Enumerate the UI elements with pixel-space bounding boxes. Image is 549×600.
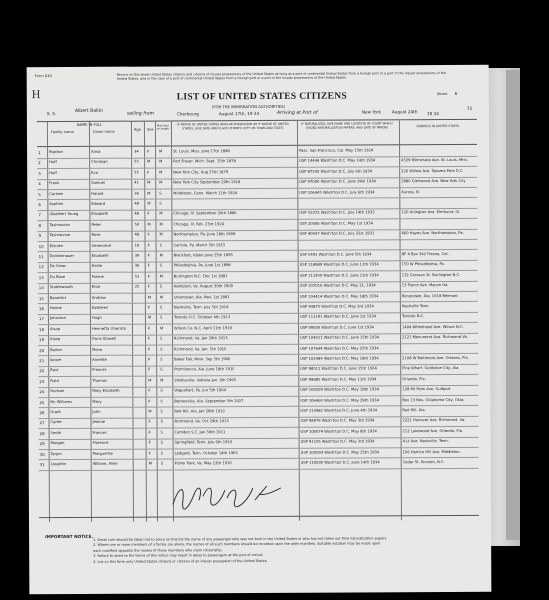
cell-birth: Fort Fraser, Mich. Sept. 15th 1878 (173, 159, 236, 164)
cell-given: Florence (92, 440, 109, 446)
cell-given: Eva (91, 170, 98, 175)
cell-sex: M (147, 191, 151, 196)
passenger-list (27, 146, 491, 478)
notice-line: 4. List on this form only United States citizens or citizens of an insular possession of the United States. (93, 558, 268, 564)
cell-addr: 13 Pierce Ave. Macon Ga. (401, 283, 449, 288)
cell-sex: F (148, 388, 151, 393)
cell-n: 1 (38, 150, 41, 156)
cell-nat: USP 104011 Wash'ton D.C. June 15th 1934 (300, 335, 380, 340)
cell-addr: Aurora, Ill. (401, 189, 421, 194)
cell-ms: S (159, 201, 162, 206)
cell-ms: M (159, 211, 163, 216)
cell-age: 48 (134, 212, 140, 217)
cell-age: 52 (134, 274, 140, 279)
cell-given: Harold (91, 191, 104, 196)
cell-given: Rose (91, 233, 101, 238)
cell-n: 3 (38, 170, 41, 176)
cell-birth: Baker Fall, Minn. Sep 5th 1906 (174, 357, 231, 362)
cell-age: 55 (134, 160, 139, 165)
cell-n: 7 (38, 212, 41, 218)
cell-birth: Red Hill, Ala. Jan 28th 1910 (174, 409, 225, 414)
cell-given: Christian (91, 160, 108, 165)
cell-birth: Chicago, Ill. Feb. 23rd 1924 (173, 221, 225, 227)
cell-addr: 1404 Whitehead Ave. Wilson N.C. (401, 324, 464, 330)
cell-n: 6 (38, 202, 41, 208)
sailing-from-label: sailing from (126, 111, 155, 117)
cell-sex: F (147, 326, 151, 331)
page-subtitle: (FOR THE IMMIGRATION AUTHORITIES) (211, 103, 286, 110)
cell-addr: 132 Grosson St. Burlington N.C. (401, 272, 461, 278)
cell-birth: Hampton, Va. August 30th 1909 (173, 284, 234, 289)
cell-nat: USP 111450 Wash'ton D.C. June 11th 1934 (299, 273, 379, 278)
cell-family: Barker (50, 347, 63, 352)
cell-addr: Red Hill, Ala. (402, 408, 426, 413)
cell-addr: Pine Wharf, Goldshoe City, Ala. (402, 366, 460, 371)
col-age: Age (133, 127, 141, 132)
cell-nat: USP 5491 Wash'ton D.C. June 5th 1934 (299, 252, 372, 257)
cell-ms: S (160, 440, 163, 445)
cell-family: Loughlin (50, 462, 67, 467)
row-rule (39, 468, 479, 471)
cell-nat: USP 91105 Wash'ton D.C. May 3rd 1934 (300, 439, 375, 444)
cell-family: Mc Williams (50, 399, 73, 404)
cell-sex: F (148, 399, 151, 404)
col-naturalized: IF NATURALIZED, GIVE NAME AND LOCATION OF COURT WHICH ISSUED NATURALIZATION PAPERS, AND DATE OF PAPERS (301, 121, 393, 130)
cell-addr: RF 4 Box 342 Fresno, Cal. (401, 252, 449, 257)
cell-birth: New York City, Aug 25th 1879 (173, 169, 229, 175)
cell-ms: S (159, 305, 163, 310)
cell-nat: USP 118989 Wash'ton D.C. June 11th 1934 (299, 262, 379, 268)
cell-family: Tarpin (50, 451, 62, 456)
cell-age: 50 (134, 222, 140, 227)
col-given-name: Given name (92, 129, 115, 134)
cell-nat: USP 98979 Wash'ton D.C. May 3rd 1934 (300, 418, 375, 424)
cell-given: Jeanne (92, 420, 106, 425)
cell-given: Peter (91, 222, 102, 227)
cell-age: 49 (134, 232, 140, 237)
cell-ms: S (160, 409, 163, 414)
cell-birth: Richmond, Va. Jan 29th 1913 (174, 336, 228, 341)
cell-ms: M (160, 378, 164, 383)
cell-family: Tashnovian (49, 233, 71, 238)
table-row (29, 458, 491, 471)
cell-n: 25 (39, 399, 45, 405)
cell-nat: USP 87330 Wash'ton D.C. July 6th 1934 (299, 169, 373, 174)
cell-given: Marguerite (92, 451, 113, 456)
cell-ms: M (159, 222, 163, 227)
cell-birth: Fisher Park, Va. May 12th 1910 (174, 461, 232, 466)
cell-family: Du Bose (49, 274, 66, 279)
cell-family: Frank (49, 181, 60, 186)
cell-addr: Cedar St. Kinston, N.C. (402, 460, 445, 465)
notice-line: 3. Failure to observe the terms of this notice may result in delay to passengers at the port of arrival. (93, 553, 264, 559)
cell-ms: S (159, 191, 162, 196)
cell-ms: M (159, 232, 163, 237)
cell-n: 18 (38, 326, 45, 332)
cell-addr: 106 Hartico Hill Ave. Middleton (402, 449, 460, 454)
cell-family: Hudson (50, 389, 65, 394)
cell-nat: USP 98511 Wash'ton D.C. June 15th 1934 (300, 366, 377, 372)
cell-birth: Ledgard, Tenn. October 14th 1905 (174, 450, 238, 456)
cell-nat: USP 104414 Wash'ton D.C. May 18th 1934 (299, 293, 379, 299)
cell-n: 9 (38, 233, 42, 239)
cell-nat: Pass. San Francisco, Cal. May 15th 1924 (299, 148, 374, 153)
cell-birth: Springfield, Tenn. July 6th 1910 (174, 440, 233, 445)
cell-given: William, Allen (92, 461, 118, 466)
cell-ms: S (160, 399, 163, 404)
cell-birth: Barnesville, Ala. September 5th 1927 (174, 398, 244, 404)
cell-given: Hallie (91, 264, 103, 269)
cell-family: Smith (50, 430, 62, 435)
cell-nat: USP 100093 Wash'ton D.C. May 25th 1934 (300, 449, 380, 455)
cell-nat: USP 97000 Wash'ton D.C. June 29th 1934 (299, 179, 376, 184)
cell-n: 21 (39, 358, 45, 364)
cell-birth: Nashville, Tenn. July 5th 1914 (173, 305, 229, 310)
cell-sex: M (147, 315, 152, 320)
signature-image (169, 478, 289, 513)
cell-age: 25 (134, 284, 140, 289)
cell-given: Anna (91, 149, 101, 154)
arrival-year: 19 34 (426, 111, 439, 117)
cell-sex: F (148, 419, 151, 424)
cell-age: 55 (134, 170, 139, 175)
notice-line: 2. Where one or more members of a family are aliens, the names of all such members should be recorded upon the alien manifest. Suitable notation may be made upon (93, 541, 381, 548)
notice-line: each manifest opposite the names of those members who claim citizenship. (93, 548, 223, 553)
cell-given: Annette (92, 357, 107, 362)
cell-nat: USP 111191 Wash'ton D.C. June 1st 1934 (299, 314, 377, 320)
cell-sex: M (147, 180, 151, 185)
cell-addr: 212 Lakewood Ave. Orlando, Fla. (402, 428, 464, 434)
cell-birth: Chicago, Ill. September 20th 1886 (173, 211, 237, 216)
cell-n: 5 (38, 191, 41, 197)
cell-age: 36 (134, 264, 140, 269)
cell-n: 31 (39, 462, 45, 468)
cell-given: Thomas (92, 378, 107, 383)
cell-ms: S (159, 243, 162, 248)
important-notice (45, 521, 480, 569)
cell-birth: Prominence, Ala. June 18th 1910 (174, 367, 235, 372)
cell-n: 15 (38, 295, 44, 301)
cell-birth: Toronto O.C. October 4th 1913 (173, 315, 231, 320)
cell-n: 27 (39, 420, 45, 426)
cell-age: 19 (134, 243, 140, 248)
cell-n: 22 (39, 368, 45, 374)
sheet-number: 72 (466, 105, 473, 111)
cell-ms: S (160, 430, 163, 435)
ship-prefix: S. S. (46, 111, 57, 117)
cell-addr: Box 13 Nos. Oklahoma City, Okla. (402, 397, 465, 402)
cell-age: 34 (134, 149, 139, 154)
form-label: Form 630 (34, 74, 52, 79)
cell-sex: F (148, 367, 151, 372)
cell-given: Genevieve (91, 243, 112, 248)
cell-nat: USP 14446 Wash'ton D.C. May 14th 1934 (299, 158, 376, 164)
cell-nat: USP 100209 Wash'ton D.C. May 18th 1934 (300, 387, 379, 392)
cell-ms: S (160, 367, 163, 372)
cell-sex: F (147, 253, 150, 258)
cell-age: 41 (134, 180, 139, 185)
cell-ms: M (159, 159, 163, 164)
cell-nat: USP 99000 Wash'ton D.C. June 1st 1934 (299, 325, 374, 330)
footer-rule (39, 515, 479, 518)
cell-given: Mona (92, 347, 103, 352)
cell-sex: F (147, 243, 150, 248)
cell-birth: St. Louis, Miss. June 17th 1898 (173, 149, 230, 154)
cell-family: Rast (50, 368, 59, 373)
cell-addr: 2221 Hanover Ave. Richmond, Va. (402, 418, 466, 423)
cell-ms: S (160, 357, 163, 362)
cell-given: Elizabeth (91, 212, 109, 217)
cell-n: 8 (38, 222, 42, 228)
sailing-date: August 17th, 19 34 (218, 110, 260, 117)
col-name-in-full: NAME IN FULL (76, 122, 103, 127)
cell-birth: Wilson Co. N.C. April 11th 1919 (173, 325, 232, 331)
cell-ms: S (159, 263, 163, 268)
cell-sex: M (147, 159, 151, 164)
cell-sex: M (147, 201, 151, 206)
cell-family: Dolinkenauer (49, 253, 75, 259)
cell-birth: New York City September 20th 1918 (173, 180, 241, 185)
cell-nat: USP 40047 Wash'ton D.C. July 31st 1931 (299, 231, 375, 236)
cell-birth: Vaguahart, Pa. Jun 5th 1904 (174, 388, 226, 393)
cell-nat: USP 99885 Wash'ton D.C. May 11th 1934 (300, 377, 377, 382)
cell-family: Huff (49, 160, 57, 165)
cell-birth: Burlington N.C. Dec 1st 1881 (173, 273, 228, 279)
cell-addr: Orlando, Fla. (402, 376, 426, 382)
cell-age: 36 (134, 191, 139, 196)
cell-birth: Middleton, Conn. March 11th 1924 (173, 190, 238, 196)
col-married: Mar-ried or single (156, 123, 169, 131)
cell-family: Morgan (50, 441, 65, 446)
cell-addr: 2108 W Baltimore Ave. Orleans, Fla. (402, 355, 469, 361)
cell-n: 17 (38, 316, 45, 322)
cell-ms: S (160, 388, 163, 393)
cell-n: 11 (38, 254, 44, 260)
cell-given: Fannie (91, 274, 104, 279)
cell-age: 39 (134, 253, 140, 258)
sailing-from: Cherbourg (176, 111, 199, 117)
cell-family: Bratton (49, 150, 63, 155)
cell-given: Frances (92, 368, 107, 373)
cell-family: Alsop (50, 337, 61, 342)
arriving-label: Arriving at Port of (276, 110, 318, 116)
cell-birth: Richmond, Va. Jan. 5th 1910 (174, 346, 227, 352)
cell-n: 2 (38, 160, 41, 166)
cell-sex: F (148, 347, 151, 352)
cell-family: Eriksen (49, 243, 64, 248)
cell-nat: USP 102484 Wash'ton D.C. May 18th 1934 (300, 356, 379, 361)
cell-sex: F (147, 211, 150, 216)
cell-birth: Blackfoot, Idaho June 25th 1895 (173, 253, 233, 258)
cell-n: 20 (39, 347, 45, 353)
cell-family: Carlsen (49, 191, 64, 196)
col-family-name: Family name (50, 129, 74, 135)
cell-sex: M (148, 378, 152, 383)
cell-n: 10 (38, 243, 44, 249)
cell-ms: M (159, 149, 163, 154)
cell-sex: M (148, 409, 152, 414)
cell-family: Keiser (50, 358, 62, 363)
cell-sex: F (148, 430, 151, 435)
cell-ms: S (160, 461, 164, 466)
cell-sex: F (148, 440, 151, 445)
col-sex: Sex (146, 127, 154, 132)
page-number: 6 (454, 90, 458, 96)
cell-ms: M (159, 326, 164, 331)
cell-ms: S (159, 315, 163, 320)
cell-ms: S (160, 336, 163, 341)
cell-given: Kathleen (91, 305, 109, 310)
cell-family: Tashnovian (49, 222, 71, 227)
cell-addr: 120 Arlington Ave. Elmhurst, Ill. (401, 210, 460, 215)
cell-n: 4 (38, 181, 41, 187)
cell-n: 14 (38, 285, 44, 291)
cell-family: Alsop (49, 326, 61, 331)
cell-family: Koehler (49, 202, 64, 207)
cell-sex: F (147, 232, 150, 237)
cell-n: 23 (39, 378, 45, 384)
cell-sex: M (147, 222, 151, 227)
cell-sex: F (147, 149, 150, 154)
cell-family: Benedict (49, 295, 67, 300)
cell-nat: USP 113482 Wash'ton D.C. June 4th 1934 (300, 408, 378, 413)
cell-birth: Philadelphia, Pa. June 1st 1898 (173, 263, 231, 268)
cell-family: Field (50, 378, 59, 383)
notice-heading: IMPORTANT NOTICE. (45, 533, 94, 540)
cell-addr: 2880 Glenwood Ave. New York City (401, 179, 466, 184)
cell-nat: USP 51072 Wash'ton D.C. July 14th 1933 (299, 210, 375, 216)
cell-given: Andrew (91, 295, 106, 300)
cell-n: 24 (39, 389, 45, 395)
cell-age: 48 (134, 201, 140, 206)
cell-ms: S (160, 451, 164, 456)
sheet-label: Sheet (436, 92, 448, 97)
cell-addr: Ronondale, Ala. 1018 Belmont (401, 293, 458, 298)
binding-shadow (506, 70, 520, 540)
cell-birth: Carlisle, Pa. March 5th 1915 (173, 242, 226, 248)
cell-ms: S (159, 284, 163, 289)
cell-sex: F (148, 451, 151, 456)
cell-sex: F (147, 263, 150, 268)
cell-sex: F (147, 305, 151, 310)
cell-given: Mary Elizabeth (92, 388, 120, 394)
cell-given: Edward (91, 201, 106, 206)
arrival-port: New York (361, 109, 382, 115)
cell-addr: 150 W Philadelphia, Pa. (401, 262, 446, 267)
cell-birth: Northampton, Pa. June 18th 1909 (173, 232, 236, 237)
cell-sex: M (147, 295, 152, 300)
cell-sex: F (147, 274, 150, 279)
cell-birth: Camden S.C. Jan 30th 1911 (174, 429, 226, 435)
cell-addr: 4329 Minnesota Ave. St. Louis, Miss. (401, 158, 469, 163)
cell-family: (Koehler) Young (49, 212, 79, 217)
cell-sex: F (148, 357, 151, 362)
cell-nat: USP 107016 Wash'ton D.C. May 21, 1934 (299, 283, 376, 288)
cell-sex: F (148, 336, 151, 341)
cell-ms: S (160, 419, 163, 424)
cell-given: Frances (92, 430, 107, 435)
cell-birth: Uniontown, Ala. Nov. 1st 1881 (173, 294, 230, 300)
corner-mark: H (31, 87, 41, 102)
cell-given: Mary (92, 399, 102, 404)
cell-addr: 226 Willow Ave. Takoma Park D.C. (401, 168, 464, 174)
cell-family: Carter (50, 420, 63, 425)
cell-addr: Nashville Tenn. (401, 304, 430, 309)
cell-birth: Shelbyville, Indiana Jan. 9th 1905 (174, 377, 237, 383)
intro-text: Record on this sheet United States citizens and citizens of insular possessions of the United States arriving at a port of continental United States from a foreign port or a port in the insular possessions of the United States, and in the case of a port of continental United States from a foreign port or a port in the insular possessions of the United States. (116, 71, 446, 82)
cell-addr: 460 Hayes Ave. Northampton, Pa. (401, 231, 464, 236)
cell-n: 12 (38, 264, 44, 270)
cell-family: De Graw (49, 264, 66, 269)
cell-ms: M (159, 170, 163, 175)
notice-line: 1. Great care should be taken not to place on this list the name of any passenger who was not born in the United States or who has not taken out final naturalization papers. (93, 536, 388, 542)
cell-given: Hugh (91, 316, 102, 321)
cell-nat: USP 110000 Wash'ton D.C. June 14th 1934 (300, 460, 380, 465)
cell-given: Samuel (91, 180, 106, 186)
cell-ms: M (159, 274, 163, 279)
cell-addr: 2121 Monument Ave. Richmond Va. (402, 335, 468, 340)
cell-sex: F (147, 284, 150, 289)
cell-n: 19 (39, 337, 45, 343)
cell-ms: M (159, 253, 163, 258)
cell-given: Henrietta (Gierish) (91, 326, 127, 331)
cell-addr: Toronto N.C. (401, 314, 425, 319)
cell-n: 26 (39, 410, 45, 416)
cell-nat: USP 106460 Wash'ton D.C. May 29th 1934 (300, 397, 379, 403)
col-birth: IF NATIVE OF UNITED STATES INSULAR POSSESSION OR IF NATIVE OF UNITED STATES, GIVE DATE AND PLACE OF BIRTH (CITY OR TOWN AND STATE) (177, 121, 289, 131)
page-title: LIST OF UNITED STATES CITIZENS (176, 91, 348, 103)
cell-addr: 128 Mt Palm Ave. Gulfport (402, 387, 451, 392)
manifest-page (27, 65, 492, 594)
col-address: ADDRESS IN UNITED STATES (416, 123, 460, 129)
cell-given: Doris Stowell (92, 336, 117, 342)
cell-family: Huff (49, 170, 57, 175)
cell-nat: USP 106445 Wash'ton D.C. July 6th 1934 (299, 189, 375, 195)
cell-nat: USP 107644 Wash'ton D.C. May 25th 1934 (300, 345, 379, 351)
cell-sex: M (148, 461, 152, 466)
ship-name: Albert Ballin (74, 108, 103, 114)
cell-nat: USP 20006 Wash'ton D.C. May 1st 1934 (299, 221, 373, 226)
cell-ms: M (159, 180, 163, 185)
cell-ms: S (160, 347, 163, 352)
cell-n: 16 (38, 306, 44, 312)
arrival-date: August 24th (391, 109, 418, 115)
cell-addr: 4 Lt Ave. Nashville, Tenn. (402, 439, 449, 444)
cell-given: Elizabeth (91, 253, 109, 258)
cell-nat: USP 100074 Wash'ton D.C. May 8th 1934 (300, 429, 377, 434)
cell-family: Johnston (49, 316, 66, 321)
cell-family: Holme (49, 306, 62, 311)
cell-n: 13 (38, 274, 44, 280)
cell-n: 30 (39, 451, 45, 457)
cell-sex: F (147, 170, 150, 175)
cell-family: Grant (50, 410, 61, 415)
cell-ms: M (159, 295, 164, 300)
cell-family: Stablewauth (49, 285, 73, 290)
cell-n: 29 (39, 441, 45, 447)
cell-birth: Richmond, Va. Oct 29th 1913 (174, 419, 229, 424)
cell-given: Elsie (91, 285, 101, 290)
cell-n: 28 (39, 430, 45, 436)
cell-given: John (92, 409, 101, 414)
cell-nat: USP 93875 Wash'ton D.C. May 3rd 1934 (299, 304, 374, 309)
